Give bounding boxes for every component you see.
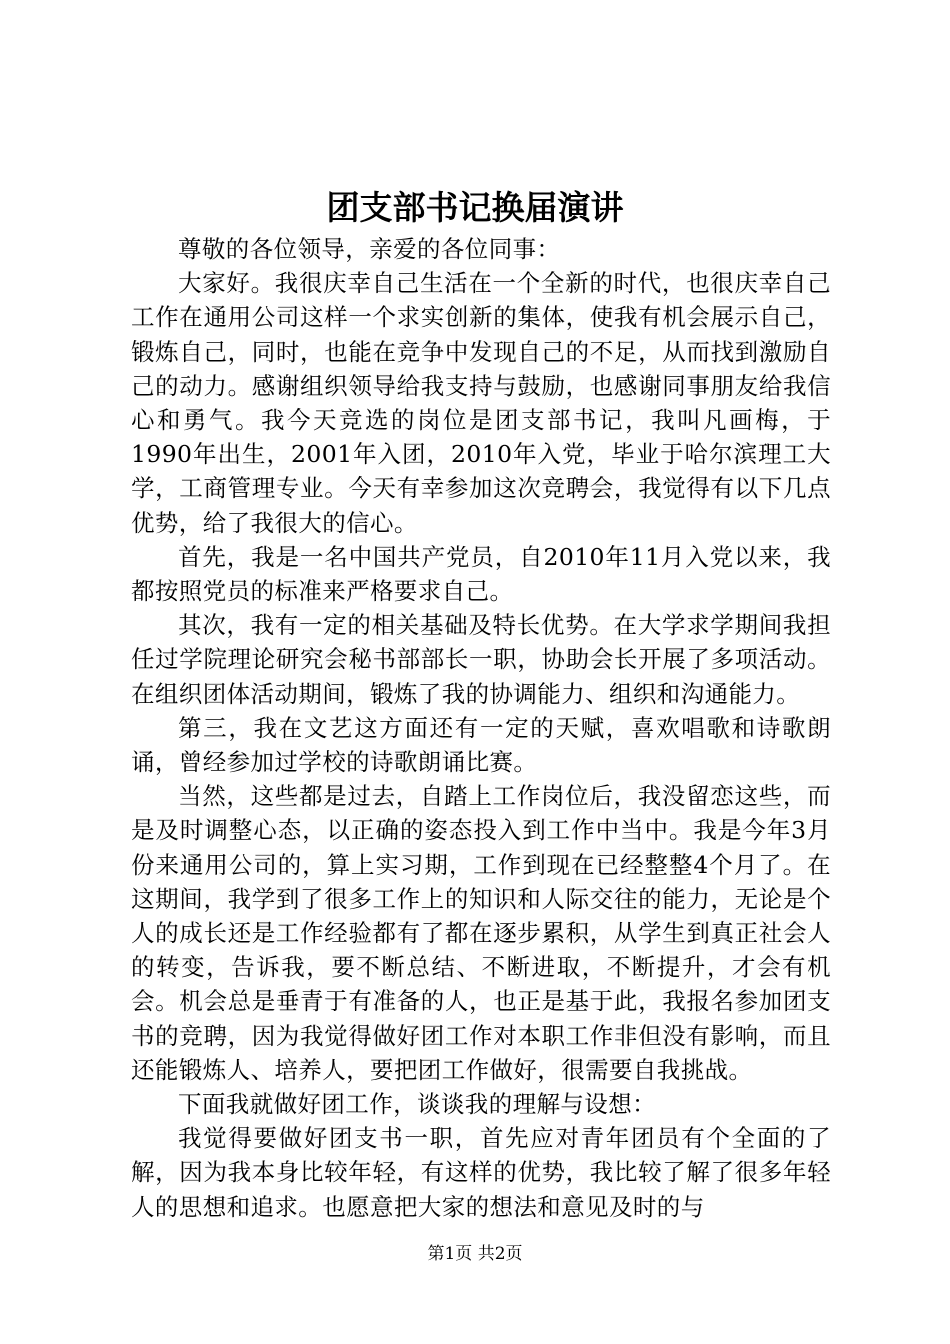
paragraph-intro: 大家好。我很庆幸自己生活在一个全新的时代，也很庆幸自己工作在通用公司这样一个求实创新的集体，使我有机会展示自己，锻炼自己，同时，也能在竞争中发现自己的不足，从而找到激励自己的动力。感谢组织领导给我支持与鼓励，也感谢同事朋友给我信心和勇气。我今天竞选的岗位是团支部书记，我叫凡画梅，于1990年出生，2001年入团，2010年入党，毕业于哈尔滨理工大学，工商管理专业。今天有幸参加这次竞聘会，我觉得有以下几点优势，给了我很大的信心。 — [131, 269, 831, 537]
salutation: 尊敬的各位领导，亲爱的各位同事： — [178, 235, 561, 263]
document-title: 团支部书记换届演讲 — [326, 188, 624, 227]
document-body — [131, 232, 831, 1224]
paragraph-understanding: 我觉得要做好团支书一职，首先应对青年团员有个全面的了解，因为我本身比较年轻，有这样的优势，我比较了解了很多年轻人的思想和追求。也愿意把大家的想法和意见及时的与 — [131, 1124, 831, 1221]
paragraph-of-course: 当然，这些都是过去，自踏上工作岗位后，我没留恋这些，而是及时调整心态，以正确的姿态投入到工作中当中。我是今年3月份来通用公司的，算上实习期，工作到现在已经整整4个月了。在这期间，我学到了很多工作上的知识和人际交往的能力，无论是个人的成长还是工作经验都有了都在逐步累积，从学生到真正社会人的转变，告诉我，要不断总结、不断进取，不断提升，才会有机会。机会总是垂青于有准备的人，也正是基于此，我报名参加团支书的竞聘，因为我觉得做好团工作对本职工作非但没有影响，而且还能锻炼人、培养人，要把团工作做好，很需要自我挑战。 — [131, 782, 831, 1084]
page-footer: 第1页 共2页 — [427, 1244, 523, 1264]
paragraph-second: 其次，我有一定的相关基础及特长优势。在大学求学期间我担任过学院理论研究会秘书部部长一职，协助会长开展了多项活动。在组织团体活动期间，锻炼了我的协调能力、组织和沟通能力。 — [131, 611, 831, 708]
paragraph-first: 首先，我是一名中国共产党员，自2010年11月入党以来，我都按照党员的标准来严格要求自己。 — [131, 542, 831, 606]
paragraph-transition: 下面我就做好团工作，谈谈我的理解与设想： — [178, 1090, 656, 1119]
paragraph-third: 第三，我在文艺这方面还有一定的天赋，喜欢唱歌和诗歌朗诵，曾经参加过学校的诗歌朗诵比赛。 — [131, 713, 831, 777]
